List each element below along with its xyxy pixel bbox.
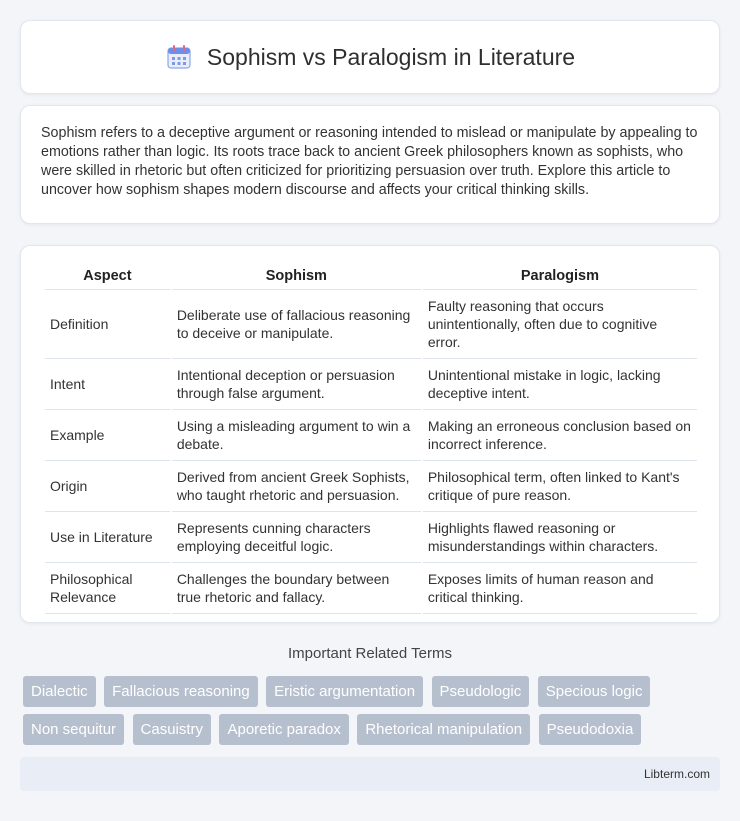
comparison-card <box>20 245 720 623</box>
related-term-tag[interactable]: Pseudodoxia <box>539 714 642 745</box>
related-term-tag[interactable]: Rhetorical manipulation <box>357 714 530 745</box>
related-term-tag[interactable]: Non sequitur <box>23 714 124 745</box>
table-row <box>45 563 697 614</box>
cell-aspect: Definition <box>45 290 170 359</box>
cell-aspect: Use in Literature <box>45 512 170 563</box>
table-row <box>45 461 697 512</box>
header-aspect: Aspect <box>45 264 170 290</box>
cell-sophism: Represents cunning characters employing deceitful logic. <box>172 512 421 563</box>
table-row <box>45 290 697 359</box>
related-term-tag[interactable]: Fallacious reasoning <box>104 676 258 707</box>
calendar-icon <box>165 43 193 71</box>
footer <box>20 757 720 791</box>
table-row <box>45 512 697 563</box>
cell-paralogism: Unintentional mistake in logic, lacking deceptive intent. <box>423 359 697 410</box>
table-row <box>45 410 697 461</box>
cell-sophism: Derived from ancient Greek Sophists, who taught rhetoric and persuasion. <box>172 461 421 512</box>
comparison-table <box>43 264 699 614</box>
cell-aspect: Intent <box>45 359 170 410</box>
table-row <box>45 359 697 410</box>
cell-aspect: Philosophical Relevance <box>45 563 170 614</box>
title-wrap <box>165 43 575 71</box>
related-terms-list <box>23 676 723 752</box>
header-paralogism: Paralogism <box>423 264 697 290</box>
cell-sophism: Deliberate use of fallacious reasoning to deceive or manipulate. <box>172 290 421 359</box>
related-term-tag[interactable]: Dialectic <box>23 676 96 707</box>
related-term-tag[interactable]: Casuistry <box>133 714 212 745</box>
header-card <box>20 20 720 94</box>
cell-aspect: Origin <box>45 461 170 512</box>
cell-aspect: Example <box>45 410 170 461</box>
cell-sophism: Using a misleading argument to win a debate. <box>172 410 421 461</box>
cell-paralogism: Faulty reasoning that occurs unintentionally, often due to cognitive error. <box>423 290 697 359</box>
related-terms-title: Important Related Terms <box>288 645 452 662</box>
table-header-row <box>45 264 697 290</box>
related-term-tag[interactable]: Pseudologic <box>432 676 530 707</box>
cell-paralogism: Highlights flawed reasoning or misunderstandings within characters. <box>423 512 697 563</box>
intro-card <box>20 105 720 224</box>
related-term-tag[interactable]: Specious logic <box>538 676 651 707</box>
intro-text: Sophism refers to a deceptive argument or reasoning intended to mislead or manipulate by appealing to emotions rather than logic. Its roots trace back to ancient Greek philosophers known as sophists, who were skilled in rhetoric but often criticized for prioritizing persuasion over truth. Explore this article to uncover how sophism shapes modern discourse and affects your critical thinking skills. <box>41 125 698 198</box>
cell-sophism: Challenges the boundary between true rhetoric and fallacy. <box>172 563 421 614</box>
cell-sophism: Intentional deception or persuasion through false argument. <box>172 359 421 410</box>
page-title: Sophism vs Paralogism in Literature <box>206 43 576 70</box>
related-term-tag[interactable]: Aporetic paradox <box>219 714 348 745</box>
footer-site-link[interactable]: Libterm.com <box>643 767 710 781</box>
cell-paralogism: Philosophical term, often linked to Kant's critique of pure reason. <box>423 461 697 512</box>
header-sophism: Sophism <box>172 264 421 290</box>
cell-paralogism: Exposes limits of human reason and critical thinking. <box>423 563 697 614</box>
related-term-tag[interactable]: Eristic argumentation <box>266 676 423 707</box>
cell-paralogism: Making an erroneous conclusion based on incorrect inference. <box>423 410 697 461</box>
